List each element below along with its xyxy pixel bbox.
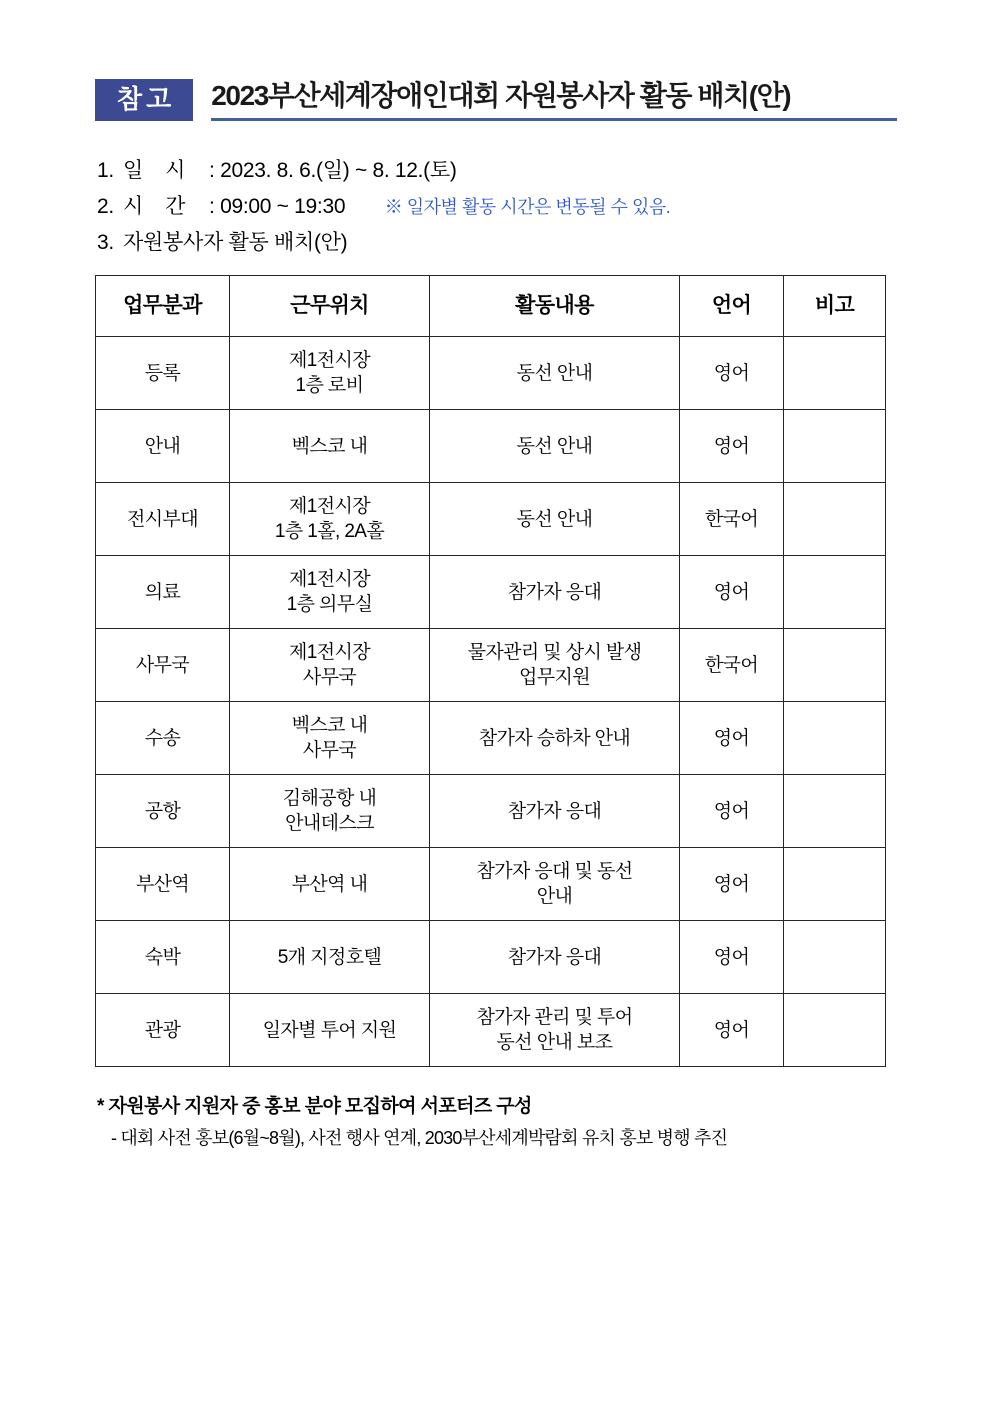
info-line-assignment (97, 225, 897, 261)
cell-language: 영어 (680, 556, 784, 629)
cell-line: 제1전시장 (289, 496, 370, 518)
table-row (96, 483, 886, 556)
cell-line: 업무지원 (518, 667, 591, 689)
cell-division: 등록 (96, 337, 230, 410)
cell-activity (430, 921, 680, 994)
cell-division: 부산역 (96, 848, 230, 921)
footnote-main: * 자원봉사 지원자 중 홍보 분야 모집하여 서포터즈 구성 (97, 1096, 532, 1118)
cell-language: 영어 (680, 921, 784, 994)
cell-line: 벡스코 내 (291, 435, 368, 457)
cell-remarks (784, 848, 886, 921)
info-value: 09:00 ~ 19:30 (220, 195, 346, 219)
cell-division: 관광 (96, 994, 230, 1067)
cell-activity (430, 702, 680, 775)
cell-remarks (784, 629, 886, 702)
cell-line: 참가자 승하차 안내 (478, 727, 631, 749)
column-header-remarks: 비고 (784, 276, 886, 337)
reference-tag: 참고 (95, 79, 193, 121)
cell-line: 물자관리 및 상시 발생 (467, 642, 642, 664)
cell-division: 수송 (96, 702, 230, 775)
cell-location (230, 483, 430, 556)
cell-line: 참가자 응대 (507, 800, 602, 822)
cell-line: 1층 1홀, 2A홀 (274, 521, 385, 543)
table-row (96, 702, 886, 775)
cell-line: 제1전시장 (289, 350, 370, 372)
cell-location (230, 629, 430, 702)
cell-activity (430, 775, 680, 848)
info-label: 자원봉사자 활동 배치(안) (123, 231, 348, 255)
table-header-row (96, 276, 886, 337)
info-number: 3. (97, 231, 114, 255)
cell-language: 영어 (680, 994, 784, 1067)
cell-location (230, 921, 430, 994)
cell-line: 동선 안내 보조 (496, 1032, 613, 1054)
cell-line: 1층 로비 (295, 375, 364, 397)
cell-division: 공항 (96, 775, 230, 848)
cell-line: 안내 (536, 886, 573, 908)
cell-location (230, 994, 430, 1067)
cell-activity (430, 848, 680, 921)
cell-division: 숙박 (96, 921, 230, 994)
cell-remarks (784, 994, 886, 1067)
cell-line: 김해공항 내 (282, 788, 377, 810)
cell-location (230, 556, 430, 629)
table-row (96, 337, 886, 410)
cell-line: 일자별 투어 지원 (262, 1019, 397, 1041)
cell-remarks (784, 921, 886, 994)
cell-line: 사무국 (302, 667, 357, 689)
cell-language: 한국어 (680, 629, 784, 702)
cell-line: 참가자 관리 및 투어 (476, 1007, 633, 1029)
cell-line: 동선 안내 (516, 508, 593, 530)
cell-activity (430, 337, 680, 410)
cell-activity (430, 556, 680, 629)
cell-language: 영어 (680, 702, 784, 775)
table-row (96, 921, 886, 994)
footnote-sub: - 대회 사전 홍보(6월~8월), 사전 행사 연계, 2030부산세계박람회 유치 홍보 병행 추진 (111, 1127, 728, 1148)
footnotes (97, 1093, 897, 1152)
page-title: 2023부산세계장애인대회 자원봉사자 활동 배치(안) (211, 80, 791, 111)
cell-line: 참가자 응대 (507, 946, 602, 968)
cell-line: 사무국 (302, 740, 357, 762)
info-line-time (97, 189, 897, 225)
info-colon: : (209, 159, 215, 182)
cell-line: 5개 지정호텔 (277, 946, 382, 968)
table-row (96, 556, 886, 629)
cell-remarks (784, 702, 886, 775)
cell-location (230, 410, 430, 483)
table-row (96, 848, 886, 921)
cell-language: 영어 (680, 848, 784, 921)
cell-line: 벡스코 내 (291, 715, 368, 737)
cell-activity (430, 629, 680, 702)
cell-line: 제1전시장 (289, 569, 370, 591)
info-label: 일 시 (123, 159, 194, 182)
cell-line: 부산역 내 (291, 873, 368, 895)
cell-line: 1층 의무실 (286, 594, 373, 616)
info-number: 2. (97, 195, 114, 219)
cell-line: 동선 안내 (516, 435, 593, 457)
cell-remarks (784, 410, 886, 483)
table-row (96, 410, 886, 483)
cell-location (230, 775, 430, 848)
cell-line: 안내데스크 (285, 813, 374, 835)
column-header-location: 근무위치 (230, 276, 430, 337)
info-note: ※ 일자별 활동 시간은 변동될 수 있음. (384, 197, 671, 218)
cell-division: 안내 (96, 410, 230, 483)
cell-line: 동선 안내 (516, 362, 593, 384)
cell-language: 영어 (680, 410, 784, 483)
cell-division: 의료 (96, 556, 230, 629)
cell-language: 영어 (680, 775, 784, 848)
cell-language: 한국어 (680, 483, 784, 556)
cell-line: 참가자 응대 (507, 581, 602, 603)
table-row (96, 994, 886, 1067)
info-label: 시 간 (123, 195, 194, 219)
column-header-division: 업무분과 (96, 276, 230, 337)
cell-activity (430, 483, 680, 556)
cell-division: 사무국 (96, 629, 230, 702)
document-header (95, 78, 897, 121)
cell-activity (430, 410, 680, 483)
cell-line: 참가자 응대 및 동선 (476, 861, 633, 883)
info-colon: : (209, 195, 215, 219)
info-list (97, 153, 897, 261)
table-row (96, 629, 886, 702)
cell-division: 전시부대 (96, 483, 230, 556)
header-divider (211, 118, 897, 121)
cell-remarks (784, 556, 886, 629)
cell-location (230, 337, 430, 410)
cell-remarks (784, 775, 886, 848)
cell-remarks (784, 337, 886, 410)
column-header-activity: 활동내용 (430, 276, 680, 337)
cell-activity (430, 994, 680, 1067)
column-header-language: 언어 (680, 276, 784, 337)
info-number: 1. (97, 159, 114, 182)
header-title-wrap (211, 78, 897, 121)
cell-location (230, 848, 430, 921)
cell-location (230, 702, 430, 775)
cell-remarks (784, 483, 886, 556)
cell-line: 제1전시장 (289, 642, 370, 664)
cell-language: 영어 (680, 337, 784, 410)
info-line-date (97, 153, 897, 189)
assignment-table (95, 275, 886, 1067)
table-row (96, 775, 886, 848)
info-value: 2023. 8. 6.(일) ~ 8. 12.(토) (220, 159, 457, 182)
